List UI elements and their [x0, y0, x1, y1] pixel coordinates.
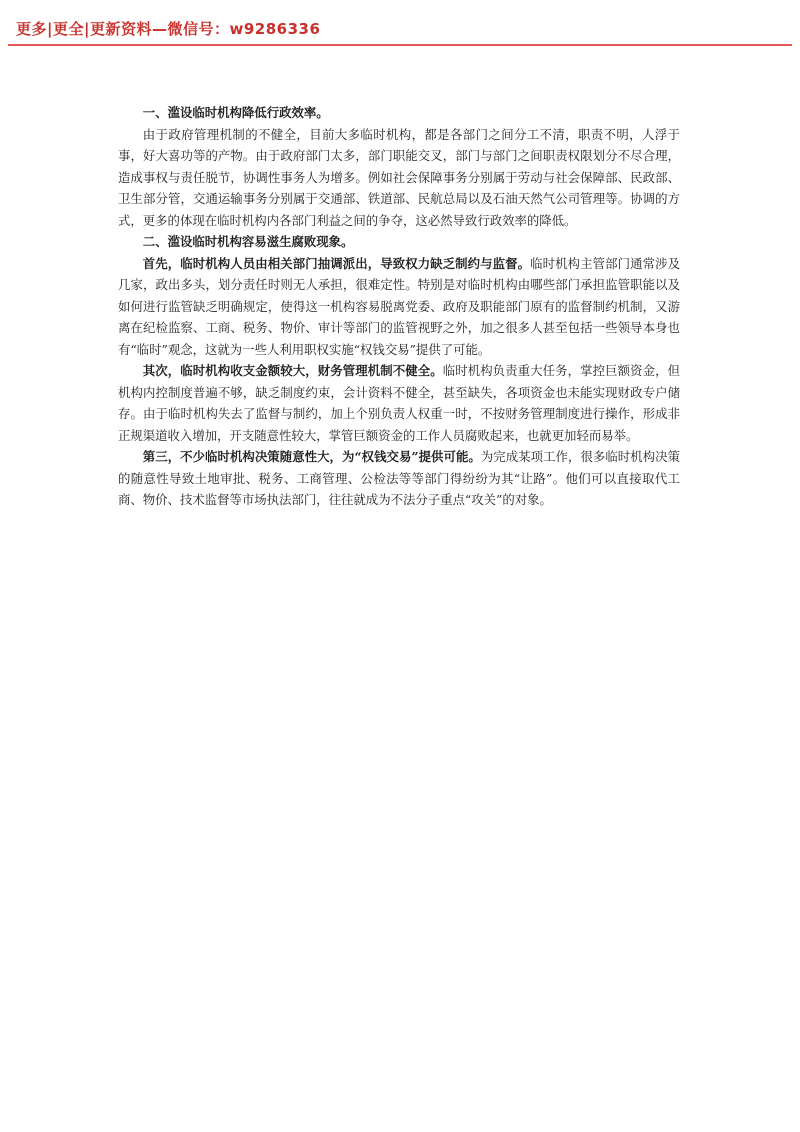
paragraph: 由于政府管理机制的不健全，目前大多临时机构，都是各部门之间分工不清，职责不明，人浮于事，好大喜功等的产物。由于政府部门太多，部门职能交叉，部门与部门之间职责权限划分不尽合理，造成事权与责任脱节，协调性事务人为增多。例如社会保障事务分别属于劳动与社会保障部、民政部、卫生部分管，交通运输事务分别属于交通部、铁道部、民航总局以及石油天然气公司管理等。协调的方式，更多的体现在临时机构内各部门利益之间的争夺，这必然导致行政效率的降低。	[118, 126, 680, 228]
paragraph-text: 临时机构主管部门通常涉及几家，政出多头，划分责任时则无人承担，很难定性。特别是对临时机构由哪些部门承担监管职能以及如何进行监管缺乏明确规定，使得这一机构容易脱离党委、政府及职能部门原有的监督制约机制，又游离在纪检监察、工商、税务、物价、审计等部门的监管视野之外，加之很多人甚至包括一些领导本身也有“临时”观念，这就为一些人利用职权实施“权钱交易”提供了可能。	[118, 255, 681, 357]
section-heading: 一、滥设临时机构降低行政效率。	[142, 105, 329, 120]
paragraph	[118, 253, 680, 361]
paragraph-lead: 其次，临时机构收支金额较大，财务管理机制不健全。	[142, 363, 443, 378]
section-heading: 二、滥设临时机构容易滋生腐败现象。	[142, 234, 354, 249]
paragraph-text: 临时机构负责重大任务，掌控巨额资金，但机构内控制度普遍不够，缺乏制度约束，会计资料不健全，甚至缺失，各项资金也未能实现财政专户储存。由于临时机构失去了监督与制约，加上个别负责人权重一时，不按财务管理制度进行操作，形成非正规渠道收入增加，开支随意性较大，掌管巨额资金的工作人员腐败起来，也就更加轻而易举。	[118, 363, 681, 443]
paragraph-text: 为完成某项工作，很多临时机构决策的随意性导致土地审批、税务、工商管理、公检法等等部门得纷纷为其“让路”。他们可以直接取代工商、物价、技术监督等市场执法部门，往往就成为不法分子重点“攻关”的对象。	[118, 449, 680, 507]
banner-divider	[8, 44, 792, 46]
document-body	[118, 102, 680, 511]
paragraph-lead: 首先，临时机构人员由相关部门抽调派出，导致权力缺乏制约与监督。	[142, 255, 531, 271]
promo-text: 更多|更全|更新资料—微信号：w9286336	[16, 20, 321, 38]
paragraph	[118, 360, 680, 446]
paragraph-lead: 第三，不少临时机构决策随意性大，为“权钱交易”提供可能。	[142, 449, 481, 464]
paragraph	[118, 446, 680, 511]
top-banner	[0, 0, 800, 52]
